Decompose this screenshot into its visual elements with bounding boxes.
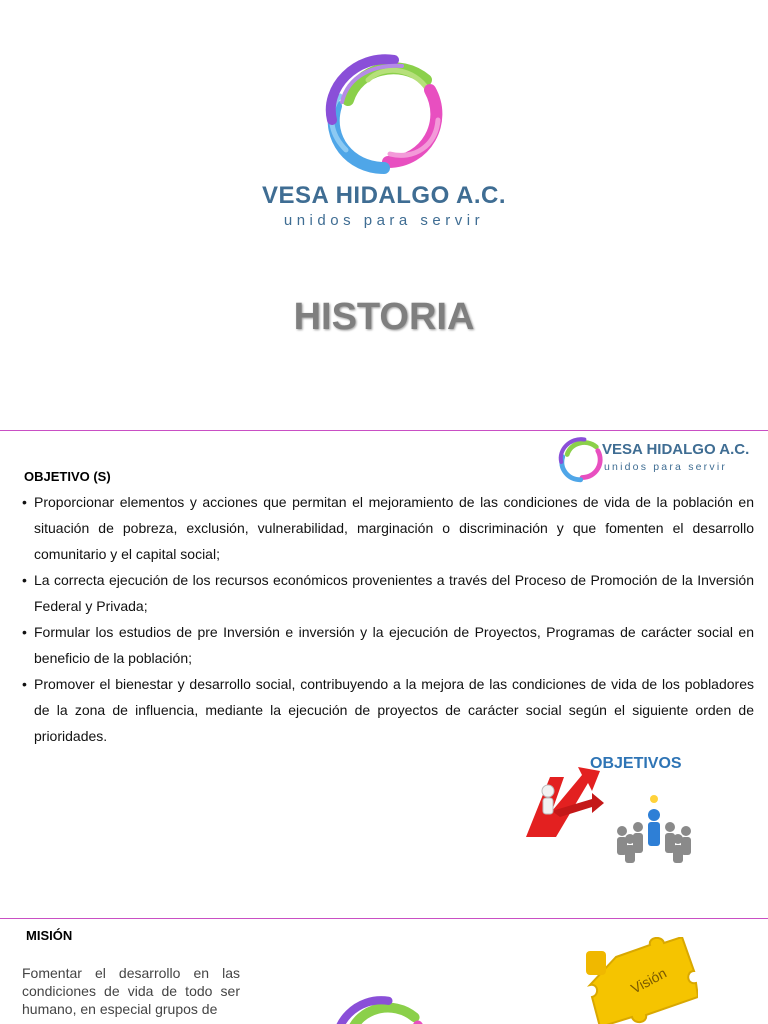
objetivos-heading: OBJETIVO (S)	[24, 469, 111, 484]
slide-divider	[0, 430, 768, 431]
slide-cover	[0, 0, 768, 430]
puzzle-label: Visión	[628, 964, 670, 997]
objetivos-illustration	[522, 755, 712, 867]
vesa-swirl-logo	[326, 991, 436, 1024]
corner-logo	[556, 435, 766, 487]
objetivos-art-label: OBJETIVOS	[590, 755, 682, 772]
vesa-swirl-icon	[556, 435, 606, 485]
vision-puzzle-icon	[586, 937, 698, 1024]
slide-divider	[0, 918, 768, 919]
mision-text: Fomentar el desarrollo en las condiciones de vida de todo ser humano, en especial grupos de	[22, 965, 240, 1017]
slide-title: HISTORIA	[293, 296, 475, 338]
list-item: • Proporcionar elementos y acciones que permitan el mejoramiento de las condiciones de vida de la población en situación de pobreza, exclusión, vulnerabilidad, marginación o discriminación y que fomenten el desarrollo comunitario y el capital social;	[22, 489, 754, 567]
brand-tagline: unidos para servir	[283, 212, 485, 229]
list-item: • Formular los estudios de pre Inversión e inversión y la ejecución de Proyectos, Programas de carácter social en beneficio de la población;	[22, 619, 754, 671]
list-item: • Promover el bienestar y desarrollo social, contribuyendo a la mejora de las condiciones de vida de los pobladores de la zona de influencia, mediante la ejecución de proyectos de carácter social según el siguiente orden de prioridades.	[22, 671, 754, 749]
brand-name: VESA HIDALGO A.C.	[261, 182, 507, 209]
objetivos-list	[22, 489, 754, 749]
slide-mision	[0, 921, 768, 1024]
corner-brand-tagline: unidos para servir	[604, 461, 728, 473]
vesa-swirl-logo	[318, 50, 452, 180]
mision-heading: MISIÓN	[26, 928, 73, 943]
corner-brand-name: VESA HIDALGO A.C.	[602, 441, 750, 458]
list-item: • La correcta ejecución de los recursos económicos provenientes a través del Proceso de Promoción de la Inversión Federal y Privada;	[22, 567, 754, 619]
slide-objetivos	[0, 433, 768, 918]
